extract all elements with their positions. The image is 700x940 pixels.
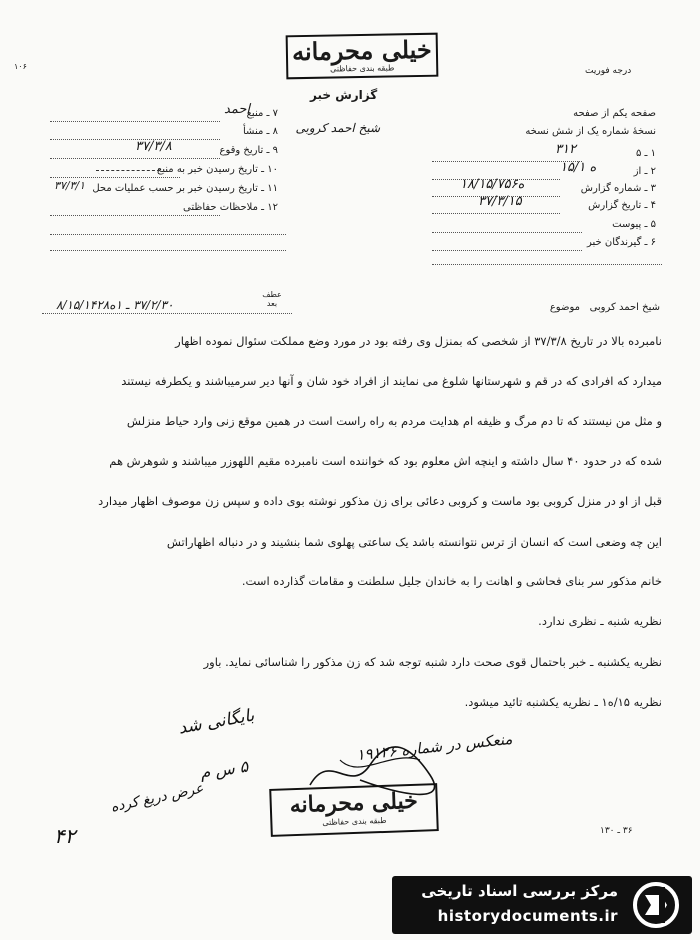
watermark-url: historydocuments.ir xyxy=(437,907,618,925)
subject-reference: ۳۷/۲/۳۰ ـ ۱ه۸/۱۵/۱۴۲۸ xyxy=(56,298,174,312)
field-9-label: ۹ ـ تاریخ وقوع xyxy=(219,145,278,156)
handwritten-archived: بایگانی شد xyxy=(176,705,256,739)
field-7-value: احمد xyxy=(224,102,250,117)
field-4-label: ۴ ـ تاریخ گزارش xyxy=(588,200,656,211)
body-line-10: نظریه ۱۵/ه۱ ـ نظریه یکشنبه تائید میشود. xyxy=(464,695,662,709)
field-10-dash xyxy=(96,170,160,171)
body-line-6: این چه وضعی است که انسان از ترس نتوانسته باشد یک ساعتی پهلوی شما بنشیند و در دنباله اظهاراتش xyxy=(166,535,662,549)
handwritten-note-left2: عرض دریغ کرده xyxy=(109,780,205,816)
body-line-5: قبل از او در منزل کروبی بود ماست و کروبی دعائی برای زن مذکور نوشته بوی داده و سپس زن موصوف اظهار میدارد xyxy=(98,494,662,508)
field-6-line2 xyxy=(432,264,662,265)
bottom-stamp-subtext: طبقه بندی حفاظتی xyxy=(322,815,387,828)
archive-logo-icon xyxy=(630,881,682,929)
field-2-value: ۱۵/ه ۱ xyxy=(560,160,597,175)
field-12-label: ۱۲ ـ ملاحظات حفاظتی xyxy=(183,202,278,213)
body-line-7: خانم مذکور سر بنای فحاشی و اهانت را به خاندان جلیل سلطنت و مقامات گذارده است. xyxy=(241,574,662,588)
classification-stamp xyxy=(286,33,439,80)
body-line-4: شده که در حدود ۴۰ سال داشته و اینچه اش معلوم بود که خواننده است نامبرده مقیم اللهوزر میباشند و شوهرش هم xyxy=(109,454,662,468)
bottom-classification-stamp xyxy=(269,783,439,837)
subject-label: موضوع xyxy=(549,302,580,313)
handwritten-file-note: منعکس در شماره ۱۹۱۲۶ xyxy=(355,729,514,765)
body-line-9: نظریه یکشنبه ـ خبر باحتمال قوی صحت دارد شنبه توجه شد که زن مذکور را شناسائی نماید. باور xyxy=(203,655,662,669)
field-8-value: شیخ احمد کروبی xyxy=(295,121,380,135)
field-7-line xyxy=(50,121,220,122)
field-1-label: ۱ ـ ۵ xyxy=(635,148,656,159)
body-line-1: نامبرده بالا در تاریخ ۳۷/۳/۸ از شخصی که بمنزل وی رفته بود در مورد وضع مملکت سئوال نموده اظهار xyxy=(175,334,662,348)
field-page: صفحه یکم از صفحه xyxy=(573,108,656,119)
classification-stamp-subtext: طبقه بندی حفاظتی xyxy=(330,63,395,74)
field-11-value: ۳۷/۳/۱ xyxy=(54,179,86,192)
field-12-line3 xyxy=(50,250,286,251)
body-line-2: میدارد که افرادی که در قم و شهرستانها شلوغ می نمایند از افراد خود شان و آنها دیر سرمیباشند و یکطرفه نیستند xyxy=(121,374,662,388)
field-copy-number: نسخهٔ شماره یک از شش نسخه xyxy=(525,126,656,137)
body-line-3: و مثل من نیستند که تا دم مرگ و ظیفه ام هدایت مردم به راه راست است در همین موقع زنی وارد حیاط منزلش xyxy=(126,414,662,428)
field-10-line xyxy=(50,177,180,178)
field-6-line xyxy=(432,250,582,251)
field-5-line xyxy=(432,232,582,233)
priority-label: درجه فوریت xyxy=(585,66,632,76)
subject-value: شیخ احمد کروبی xyxy=(589,302,660,313)
field-7-label: ۷ ـ منبع xyxy=(246,108,278,119)
field-10-label: ۱۰ ـ تاریخ رسیدن خبر به منبع xyxy=(156,164,278,175)
corner-mark: ۱۰۶ xyxy=(14,62,27,71)
field-9-line xyxy=(50,158,220,159)
watermark-bar xyxy=(392,876,692,934)
handwritten-corner: ۴۲ xyxy=(54,824,76,848)
field-4-value: ۳۷/۳/۱۵ xyxy=(478,194,522,209)
report-title: گزارش خبر xyxy=(310,88,378,102)
field-5-label: ۵ ـ پیوست xyxy=(612,219,656,230)
form-code: ۳۶ ـ ۱۳۰ xyxy=(600,826,633,836)
field-1-value: ۳۱۲ xyxy=(555,142,576,157)
field-3-value: ۱ه۸/۱۵/۷۵۶ xyxy=(460,177,525,192)
field-12-line2 xyxy=(50,234,286,235)
field-9-value: ۳۷/۳/۸ xyxy=(135,139,172,154)
watermark-title: مرکز بررسی اسناد تاریخی xyxy=(421,882,618,900)
field-12-line xyxy=(50,215,220,216)
bottom-stamp-text: خیلی محرمانه xyxy=(289,787,419,819)
field-6-label: ۶ ـ گیرندگان خبر xyxy=(586,237,656,248)
subject-line xyxy=(42,313,292,314)
classification-stamp-text: خیلی محرمانه xyxy=(291,34,432,67)
subject-margin-note: عطف بعد xyxy=(262,290,282,308)
field-8-label: ۸ ـ منشأ xyxy=(242,126,278,137)
handwritten-note-left: ۵ س م xyxy=(198,756,250,783)
field-3-label: ۳ ـ شماره گزارش xyxy=(580,183,656,194)
field-4-line xyxy=(432,213,560,214)
body-line-8: نظریه شنبه ـ نظری ندارد. xyxy=(538,614,662,628)
field-11-label: ۱۱ ـ تاریخ رسیدن خبر بر حسب عملیات محل xyxy=(92,183,278,194)
field-2-label: ۲ ـ از xyxy=(633,166,656,177)
